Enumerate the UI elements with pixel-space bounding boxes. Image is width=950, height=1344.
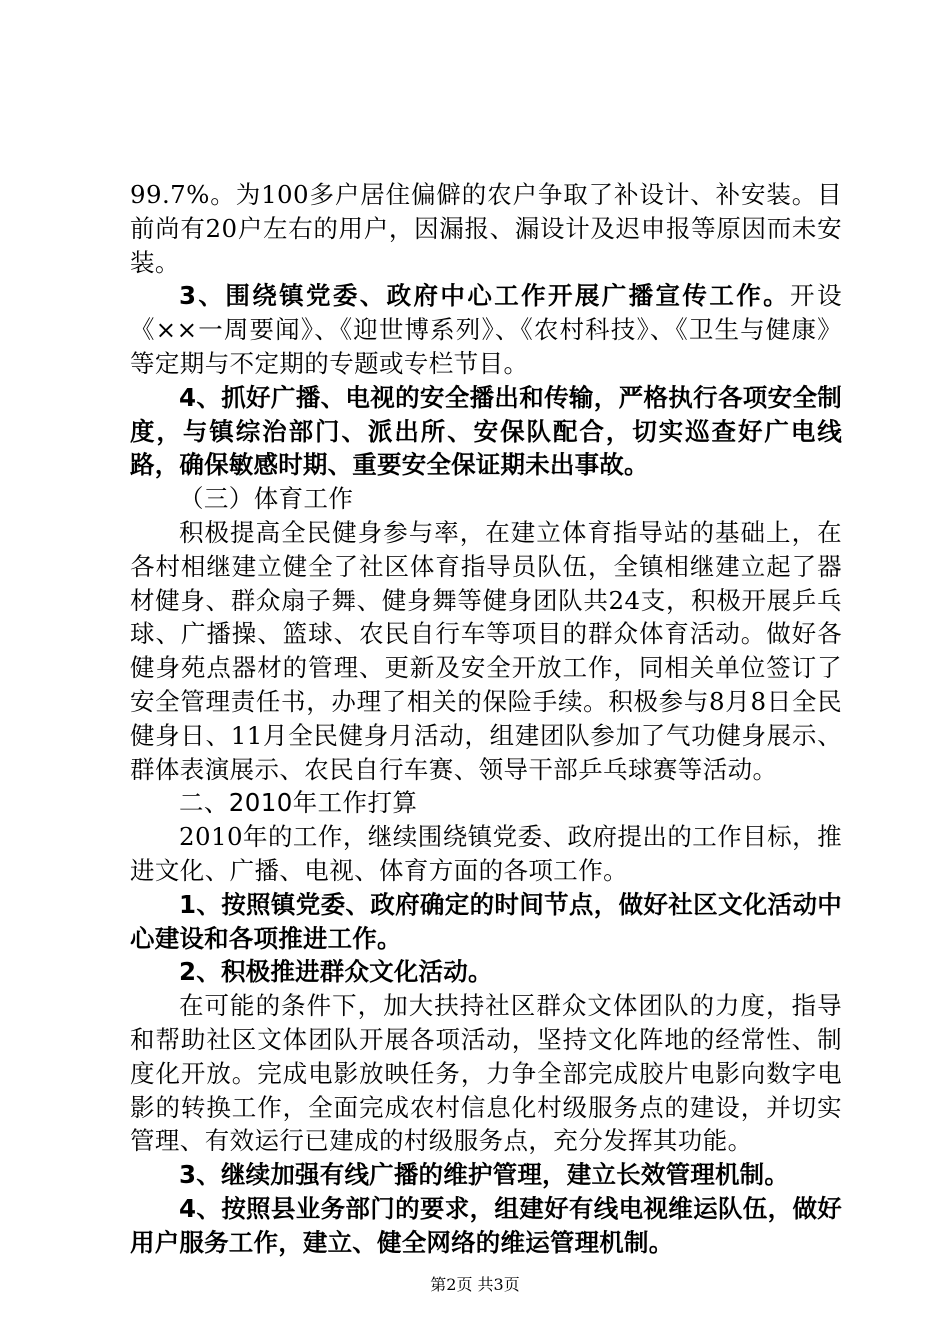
document-body (130, 178, 842, 1260)
paragraph-sports-work: 积极提高全民健身参与率，在建立体育指导站的基础上，在各村相继建立健全了社区体育指导员队伍，全镇相继建立起了器材健身、群众扇子舞、健身舞等健身团队共24支，积极开展乒乓球、广播操、篮球、农民自行车等项目的群众体育活动。做好各健身苑点器材的管理、更新及安全开放工作，同相关单位签订了安全管理责任书，办理了相关的保险手续。积极参与8月8日全民健身日、11月全民健身月活动，组建团队参加了气功健身展示、群体表演展示、农民自行车赛、领导干部乒乓球赛等活动。 (130, 517, 842, 784)
paragraph-plan-item-4: 4、按照县业务部门的要求，组建好有线电视维运队伍，做好用户服务工作，建立、健全网络的维运管理机制。 (130, 1193, 842, 1257)
page-number-footer: 第2页 共3页 (430, 1275, 520, 1294)
paragraph-broadcast-publicity (130, 279, 842, 380)
paragraph-coverage: 99.7%。为100多户居住偏僻的农户争取了补设计、补安装。目前尚有20户左右的用户，因漏报、漏设计及迟申报等原因而未安装。 (130, 180, 842, 277)
paragraph-plan-item-2: 2、积极推进群众文化活动。 (179, 957, 493, 987)
paragraph-broadcast-publicity-tail: 开设《××一周要闻》、《迎世博系列》、《农村科技》、《卫生与健康》等定期与不定期的专题或专栏节目。 (130, 281, 842, 378)
paragraph-plan-item-2-detail: 在可能的条件下，加大扶持社区群众文体团队的力度，指导和帮助社区文体团队开展各项活动，坚持文化阵地的经常性、制度化开放。完成电影放映任务，力争全部完成胶片电影向数字电影的转换工作，全面完成农村信息化村级服务点的建设，并切实管理、有效运行已建成的村级服务点，充分发挥其功能。 (130, 991, 842, 1156)
paragraph-plan-item-1: 1、按照镇党委、政府确定的时间节点，做好社区文化活动中心建设和各项推进工作。 (130, 889, 842, 953)
paragraph-broadcast-publicity-lead: 3、围绕镇党委、政府中心工作开展广播宣传工作。 (179, 281, 790, 311)
paragraph-plan-item-3: 3、继续加强有线广播的维护管理，建立长效管理机制。 (179, 1160, 790, 1190)
section-heading-2010-plan: 二、2010年工作打算 (179, 788, 418, 818)
section-heading-sports: （三）体育工作 (179, 484, 354, 514)
paragraph-safe-broadcast: 4、抓好广播、电视的安全播出和传输，严格执行各项安全制度，与镇综治部门、派出所、安保队配合，切实巡查好广电线路，确保敏感时期、重要安全保证期未出事故。 (130, 382, 842, 480)
paragraph-2010-overview: 2010年的工作，继续围绕镇党委、政府提出的工作目标，推进文化、广播、电视、体育方面的各项工作。 (130, 822, 842, 885)
